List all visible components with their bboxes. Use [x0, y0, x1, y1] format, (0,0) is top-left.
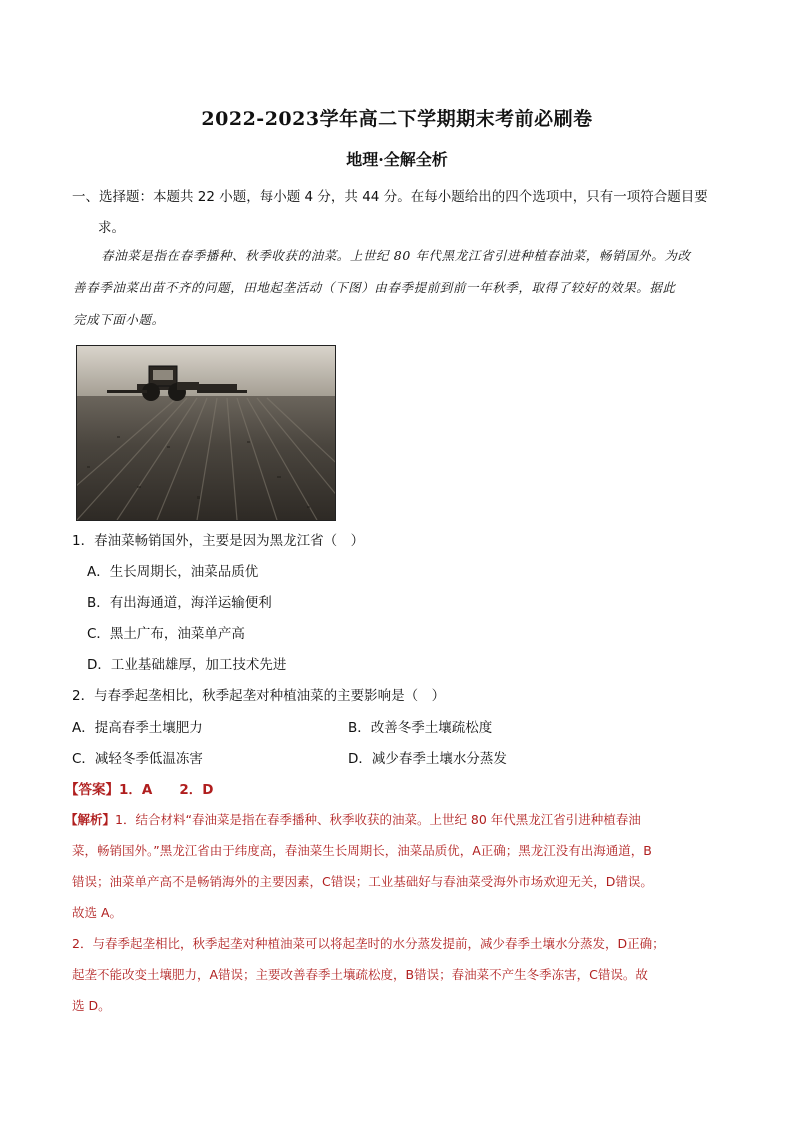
- passage-line-3: 完成下面小题。: [73, 312, 165, 327]
- page-title: 2022-2023学年高二下学期期末考前必刷卷: [201, 108, 593, 130]
- question-1-option-a: A．生长周期长，油菜品质优: [87, 564, 259, 580]
- tractor-field-photo: [76, 345, 336, 521]
- analysis-p1-line-2: 菜，畅销国外。”黑龙江省由于纬度高，春油菜生长周期长，油菜品质优，A正确；黑龙江没有出海通道，B: [72, 843, 652, 858]
- instructions-line-1: 一、选择题：本题共 22 小题，每小题 4 分，共 44 分。在每小题给出的四个选项中，只有一项符合题目要: [72, 189, 708, 205]
- question-2-option-a: A．提高春季土壤肥力: [72, 720, 203, 736]
- analysis-p2-line-1: 2．与春季起垄相比，秋季起垄对种植油菜可以将起垄时的水分蒸发提前，减少春季土壤水分蒸发，D正确；: [72, 936, 665, 951]
- question-2-option-b: B．改善冬季土壤疏松度: [348, 720, 493, 736]
- answer-line: [65, 778, 213, 798]
- question-1-option-d: D．工业基础雄厚，加工技术先进: [87, 657, 287, 673]
- analysis-line-1: [65, 810, 641, 828]
- analysis-p2-line-3: 选 D。: [72, 998, 111, 1013]
- analysis-p1-line-4: 故选 A。: [72, 905, 123, 920]
- question-1-option-c: C．黑土广布，油菜单产高: [87, 626, 245, 642]
- passage-line-1: 春油菜是指在春季播种、秋季收获的油菜。上世纪 80 年代黑龙江省引进种植春油菜，畅销国外。为改: [101, 248, 691, 263]
- question-1-option-b: B．有出海通道，海洋运输便利: [87, 595, 272, 611]
- question-1-stem: 1．春油菜畅销国外，主要是因为黑龙江省（ ）: [72, 533, 365, 549]
- question-2-option-d: D．减少春季土壤水分蒸发: [348, 751, 507, 767]
- answer-label: 【答案】: [65, 782, 119, 798]
- analysis-p2-line-2: 起垄不能改变土壤肥力，A错误；主要改善春季土壤疏松度，B错误；春油菜不产生冬季冻害，C错误。故: [72, 967, 648, 982]
- analysis-label: 【解析】: [65, 812, 116, 827]
- field-photo-svg: [77, 346, 335, 520]
- passage-line-2: 善春季油菜出苗不齐的问题，田地起垄活动（下图）由春季提前到前一年秋季，取得了较好的效果。据此: [73, 280, 676, 295]
- page-subtitle: 地理·全解全析: [346, 150, 448, 169]
- analysis-p1-line-1: 1．结合材料“春油菜是指在春季播种、秋季收获的油菜。上世纪 80 年代黑龙江省引进种植春油: [115, 812, 641, 827]
- answer-text: 1．A 2．D: [119, 782, 214, 798]
- question-2-option-c: C．减轻冬季低温冻害: [72, 751, 203, 767]
- question-2-stem: 2．与春季起垄相比，秋季起垄对种植油菜的主要影响是（ ）: [72, 688, 446, 704]
- analysis-p1-line-3: 错误；油菜单产高不是畅销海外的主要因素，C错误；工业基础好与春油菜受海外市场欢迎无关，D错误。: [72, 874, 653, 889]
- instructions-line-2: 求。: [98, 220, 125, 236]
